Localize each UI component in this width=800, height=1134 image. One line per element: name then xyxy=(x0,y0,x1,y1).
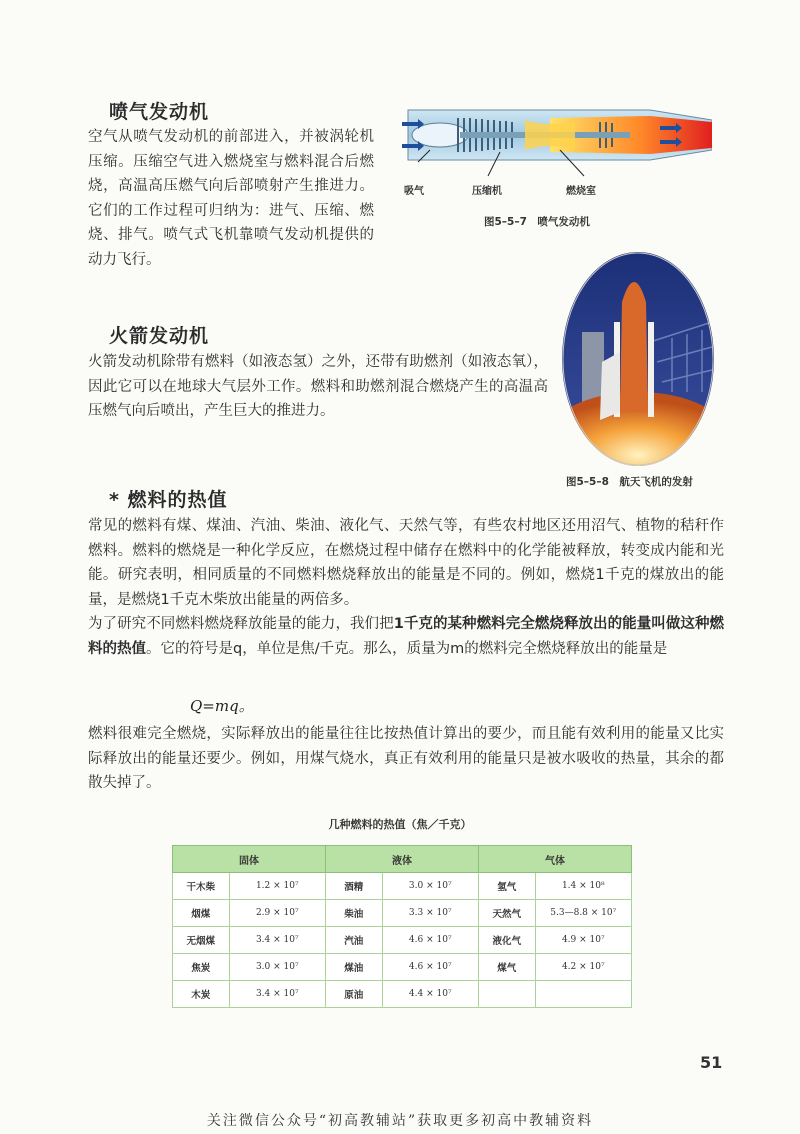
fuel-name: 煤气 xyxy=(478,954,535,981)
rocket-engine-heading: 火箭发动机 xyxy=(109,325,210,347)
fuel-name: 酒精 xyxy=(325,873,382,900)
group-header-gas: 气体 xyxy=(478,846,631,873)
fuel-value: 3.0 × 10⁷ xyxy=(229,954,325,981)
heat-value-paragraph-1: 常见的燃料有煤、煤油、汽油、柴油、液化气、天然气等，有些农村地区还用沼气、植物的秸秆作燃料。燃料的燃烧是一种化学反应，在燃烧过程中储存在燃料中的化学能被释放，转变成内能和光能。研究表明，相同质量的不同燃料燃烧释放出的能量是不同的。例如，燃烧1千克的煤放出的能量，是燃烧1千克木柴放出能量的两倍多。 xyxy=(88,518,724,608)
fuel-name: 煤油 xyxy=(325,954,382,981)
group-header-liquid: 液体 xyxy=(325,846,478,873)
fuel-name: 焦炭 xyxy=(173,954,230,981)
table-row xyxy=(173,927,632,954)
jet-engine-diagram xyxy=(400,100,712,198)
fuel-value: 3.3 × 10⁷ xyxy=(382,900,478,927)
rocket-engine-paragraph: 火箭发动机除带有燃料（如液态氢）之外，还带有助燃剂（如液态氧），因此它可以在地球大气层外工作。燃料和助燃剂混合燃烧产生的高温高压燃气向后喷出，产生巨大的推进力。 xyxy=(88,354,548,419)
heat-value-heading: * 燃料的热值 xyxy=(109,489,228,511)
table-row xyxy=(173,981,632,1008)
heat-value-definition: 1千克的某种燃料完全燃烧释放出的能量叫做这种燃料的热值 xyxy=(88,616,725,657)
paragraph-2-start: 为了研究不同燃料燃烧释放能量的能力，我们把 xyxy=(88,616,394,632)
fuel-value xyxy=(535,981,631,1008)
fuel-value: 4.9 × 10⁷ xyxy=(535,927,631,954)
jet-engine-paragraph: 空气从喷气发动机的前部进入，并被涡轮机压缩。压缩空气进入燃烧室与燃料混合后燃烧，高温高压燃气向后部喷射产生推进力。它们的工作过程可归纳为：进气、压缩、燃烧、排气。喷气式飞机靠喷气发动机提供的动力飞行。 xyxy=(88,129,374,268)
space-shuttle-photo xyxy=(562,252,714,466)
figure-caption-shuttle: 图5–5–8 航天飞机的发射 xyxy=(566,476,693,488)
fuel-value: 3.4 × 10⁷ xyxy=(229,927,325,954)
formula: Q=mq。 xyxy=(190,697,254,715)
fuel-value: 1.4 × 10⁸ xyxy=(535,873,631,900)
fuel-name: 木炭 xyxy=(173,981,230,1008)
fuel-name: 原油 xyxy=(325,981,382,1008)
heat-value-paragraph-2 xyxy=(88,612,724,661)
combustion-chamber-label: 燃烧室 xyxy=(566,186,596,197)
table-row xyxy=(173,900,632,927)
fuel-value: 5.3—8.8 × 10⁷ xyxy=(535,900,631,927)
table-header-row xyxy=(173,846,632,873)
compressor-label: 压缩机 xyxy=(472,186,502,197)
fuel-name: 干木柴 xyxy=(173,873,230,900)
fuel-name xyxy=(478,981,535,1008)
table-title: 几种燃料的热值（焦／千克） xyxy=(328,818,472,831)
fuel-name: 汽油 xyxy=(325,927,382,954)
fuel-value: 1.2 × 10⁷ xyxy=(229,873,325,900)
jet-engine-heading: 喷气发动机 xyxy=(109,101,210,123)
figure-caption-jet: 图5–5–7 喷气发动机 xyxy=(484,216,590,228)
fuel-name: 烟煤 xyxy=(173,900,230,927)
intake-label: 吸气 xyxy=(404,186,424,197)
fuel-name: 无烟煤 xyxy=(173,927,230,954)
fuel-value: 2.9 × 10⁷ xyxy=(229,900,325,927)
fuel-name: 天然气 xyxy=(478,900,535,927)
heat-value-paragraph-3: 燃料很难完全燃烧，实际释放出的能量往往比按热值计算出的要少，而且能有效利用的能量又比实际释放出的能量还要少。例如，用煤气烧水，真正有效利用的能量只是被水吸收的热量，其余的都散失掉了。 xyxy=(88,726,724,791)
fuel-heat-value-table xyxy=(172,845,632,1008)
table-row xyxy=(173,873,632,900)
fuel-value: 3.0 × 10⁷ xyxy=(382,873,478,900)
paragraph-2-end: 。它的符号是q，单位是焦/千克。那么，质量为m的燃料完全燃烧释放出的能量是 xyxy=(146,640,668,657)
fuel-name: 柴油 xyxy=(325,900,382,927)
fuel-value: 4.6 × 10⁷ xyxy=(382,954,478,981)
fuel-name: 液化气 xyxy=(478,927,535,954)
group-header-solid: 固体 xyxy=(173,846,326,873)
fuel-value: 4.4 × 10⁷ xyxy=(382,981,478,1008)
fuel-value: 4.2 × 10⁷ xyxy=(535,954,631,981)
fuel-name: 氢气 xyxy=(478,873,535,900)
fuel-value: 3.4 × 10⁷ xyxy=(229,981,325,1008)
table-row xyxy=(173,954,632,981)
footer-note: 关注微信公众号“初高教辅站”获取更多初高中教辅资料 xyxy=(206,1113,594,1129)
fuel-value: 4.6 × 10⁷ xyxy=(382,927,478,954)
page-number: 51 xyxy=(700,1053,723,1072)
